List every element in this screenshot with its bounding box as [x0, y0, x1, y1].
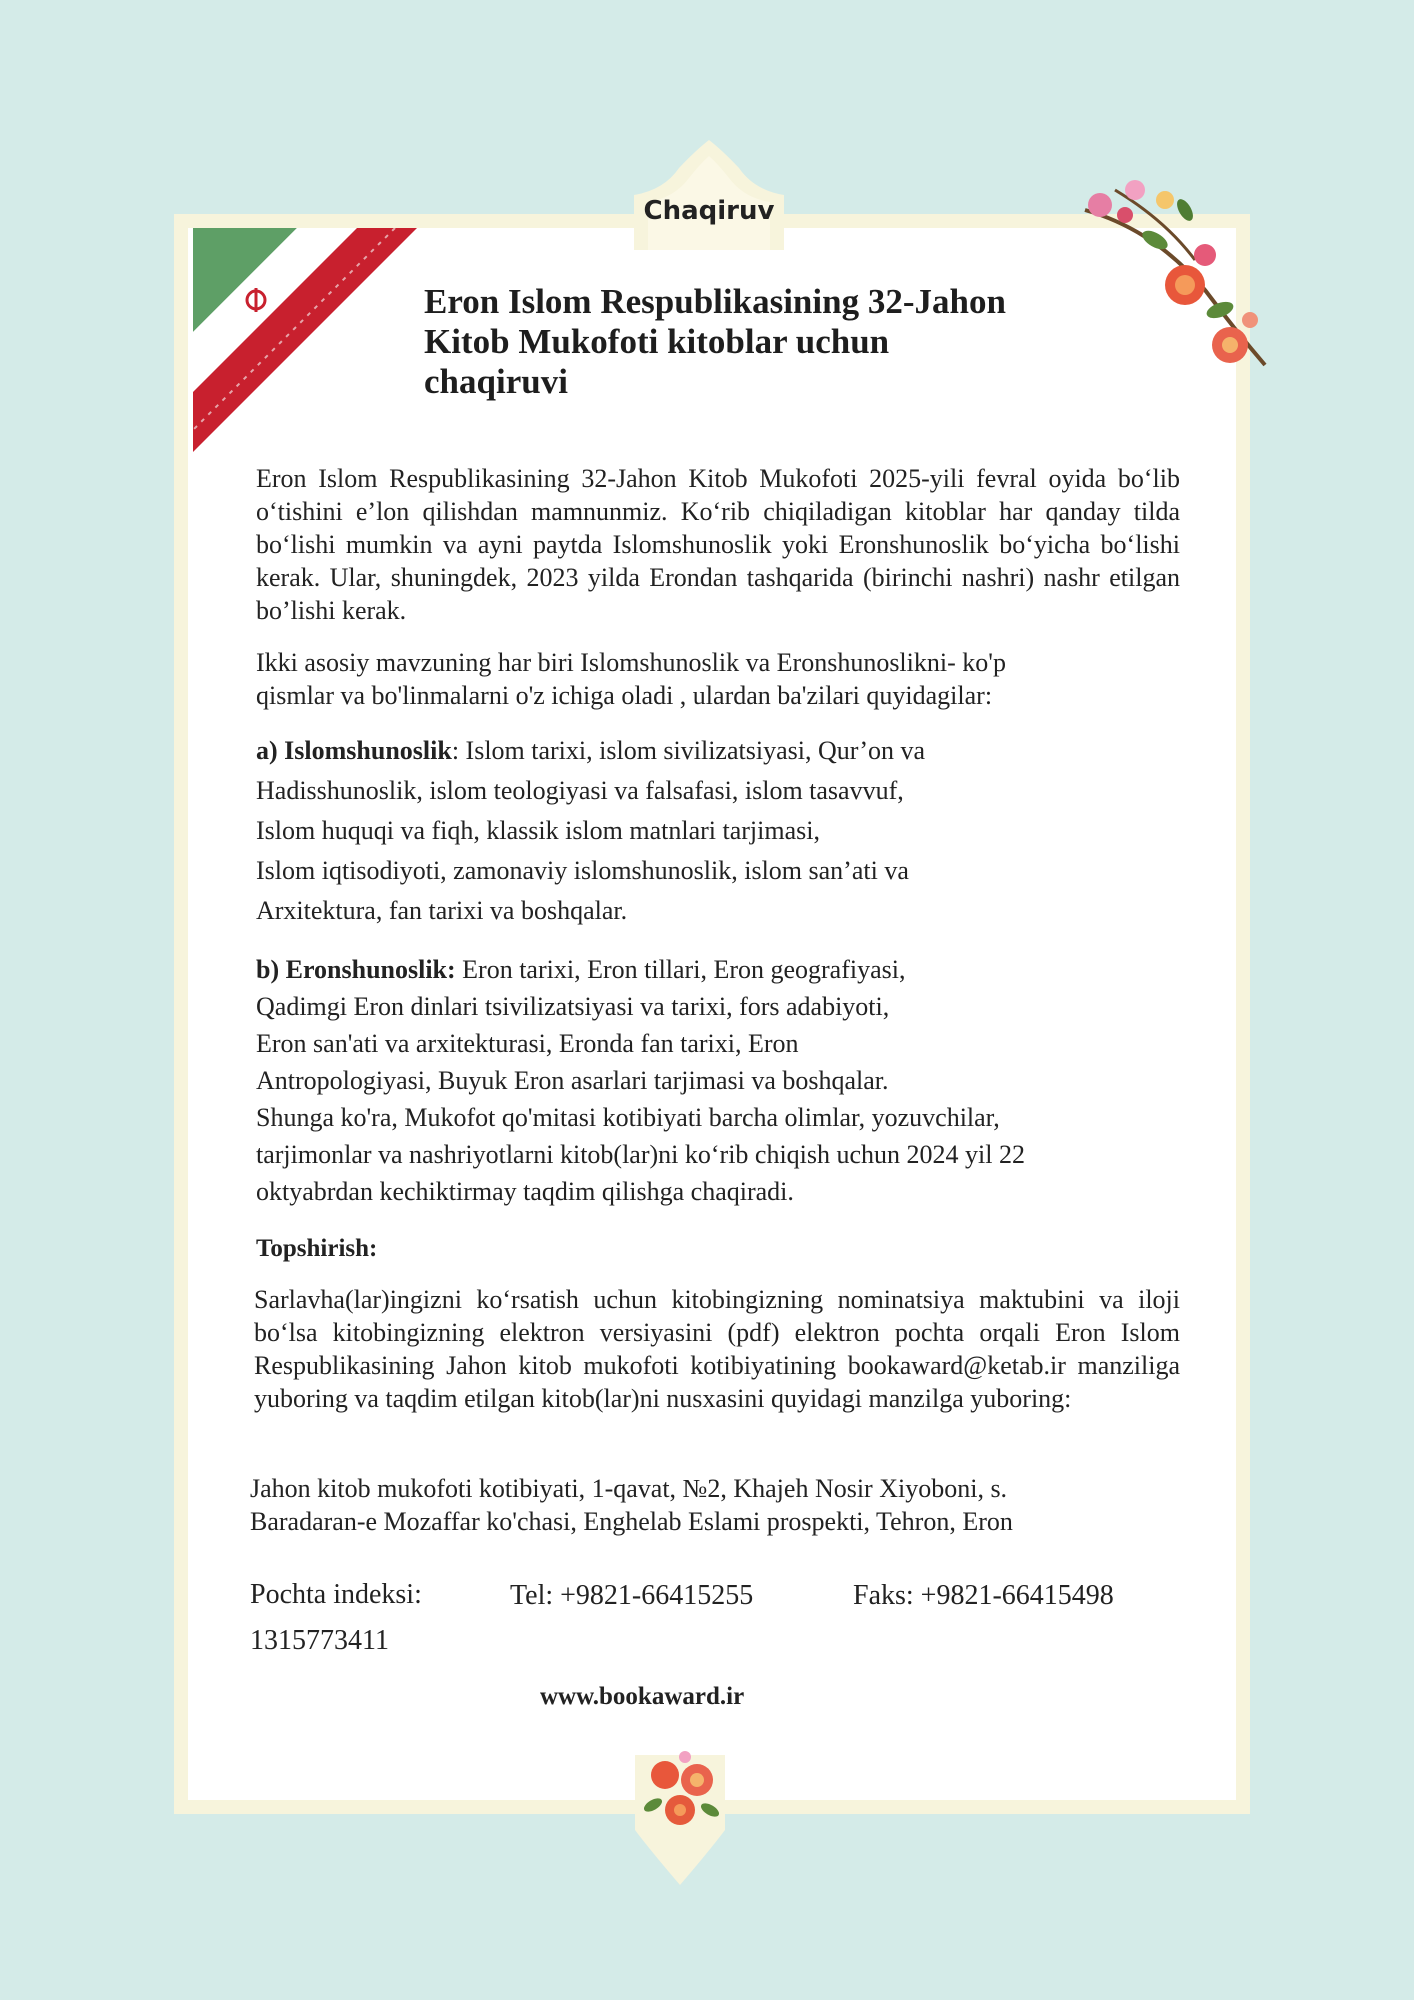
mailing-address: [250, 1472, 1190, 1538]
text-line: qismlar va bo'linmalarni o'z ichiga oladi , ulardan ba'zilari quyidagilar:: [256, 681, 993, 710]
floral-corner-top-icon: [1055, 170, 1285, 380]
address-line: Jahon kitob mukofoti kotibiyati, 1-qavat, №2, Khajeh Nosir Xiyoboni, s.: [250, 1474, 1008, 1503]
floral-bottom-ornament-icon: [615, 1735, 745, 1885]
topics-paragraph: [256, 646, 1186, 712]
section-islamic-studies: [256, 731, 1186, 931]
iran-flag-ribbon: [185, 228, 425, 468]
phone-number: Tel: +9821-66415255: [510, 1580, 754, 1611]
text-line: Antropologiyasi, Buyuk Eron asarlari tarjimasi va boshqalar.: [256, 1066, 889, 1095]
text-line: Arxitektura, fan tarixi va boshqalar.: [256, 896, 628, 925]
text-line: : Islom tarixi, islom sivilizatsiyasi, Qur’on va: [451, 736, 926, 765]
section-b-label: b) Eronshunoslik:: [256, 955, 456, 984]
title-line: Kitob Mukofoti kitoblar uchun: [424, 322, 890, 361]
intro-paragraph: Eron Islom Respublikasining 32-Jahon Kitob Mukofoti 2025-yili fevral oyida boʻlib oʻtishini eʼlon qilishdan mamnunmiz. Koʻrib chiqiladigan kitoblar har qanday tilda boʻlishi mumkin va ayni paytda Islomshunoslik yoki Eronshunoslik boʻyicha boʻlishi kerak. Ular, shuningdek, 2023 yilda Erondan tashqarida (birinchi nashri) nashr etilgan bo’lishi kerak.: [256, 464, 1180, 625]
text-line: Ikki asosiy mavzuning har biri Islomshunoslik va Eronshunoslikni- ko'p: [256, 648, 1006, 677]
postal-code: 1315773411: [250, 1625, 389, 1656]
text-line: Hadisshunoslik, islom teologiyasi va falsafasi, islom tasavvuf,: [256, 776, 904, 805]
title-line: Eron Islom Respublikasining 32-Jahon: [424, 282, 1006, 321]
text-line: Qadimgi Eron dinlari tsivilizatsiyasi va tarixi, fors adabiyoti,: [256, 992, 890, 1021]
text-line: oktyabrdan kechiktirmay taqdim qilishga chaqiradi.: [256, 1177, 794, 1206]
text-line: Shunga ko'ra, Mukofot qo'mitasi kotibiyati barcha olimlar, yozuvchilar,: [256, 1103, 1000, 1132]
postal-label: Pochta indeksi:: [250, 1579, 422, 1610]
text-line: Islom iqtisodiyoti, zamonaviy islomshunoslik, islom sanʼati va: [256, 856, 909, 885]
fax-number: Faks: +9821-66415498: [853, 1580, 1114, 1611]
section-iranian-studies: [256, 951, 1186, 1210]
text-line: Eron san'ati va arxitekturasi, Eronda fan tarixi, Eron: [256, 1029, 799, 1058]
section-a-label: a) Islomshunoslik: [256, 736, 452, 765]
header-tab: [634, 140, 784, 250]
website-link[interactable]: www.bookaward.ir: [540, 1683, 745, 1710]
title-line: chaqiruvi: [424, 362, 568, 401]
address-line: Baradaran-e Mozaffar ko'chasi, Enghelab Eslami prospekti, Tehron, Eron: [250, 1507, 1013, 1536]
header-tab-label: Chaqiruv: [643, 196, 775, 226]
text-line: Islom huquqi va fiqh, klassik islom matnlari tarjimasi,: [256, 816, 820, 845]
text-line: tarjimonlar va nashriyotlarni kitob(lar)ni koʻrib chiqish uchun 2024 yil 22: [256, 1140, 1026, 1169]
page-title: [424, 282, 1064, 402]
submission-heading: Topshirish:: [256, 1235, 378, 1262]
text-line: Eron tarixi, Eron tillari, Eron geografiyasi,: [455, 955, 906, 984]
submission-paragraph: Sarlavha(lar)ingizni koʻrsatish uchun kitobingizning nominatsiya maktubini va iloji boʻlsa kitobingizning elektron versiyasini (pdf) elektron pochta orqali Eron Islom Respublikasining Jahon kitob mukofoti kotibiyatining bookaward@ketab.ir manziliga yuboring va taqdim etilgan kitob(lar)ni nusxasini quyidagi manzilga yuboring:: [254, 1285, 1180, 1413]
